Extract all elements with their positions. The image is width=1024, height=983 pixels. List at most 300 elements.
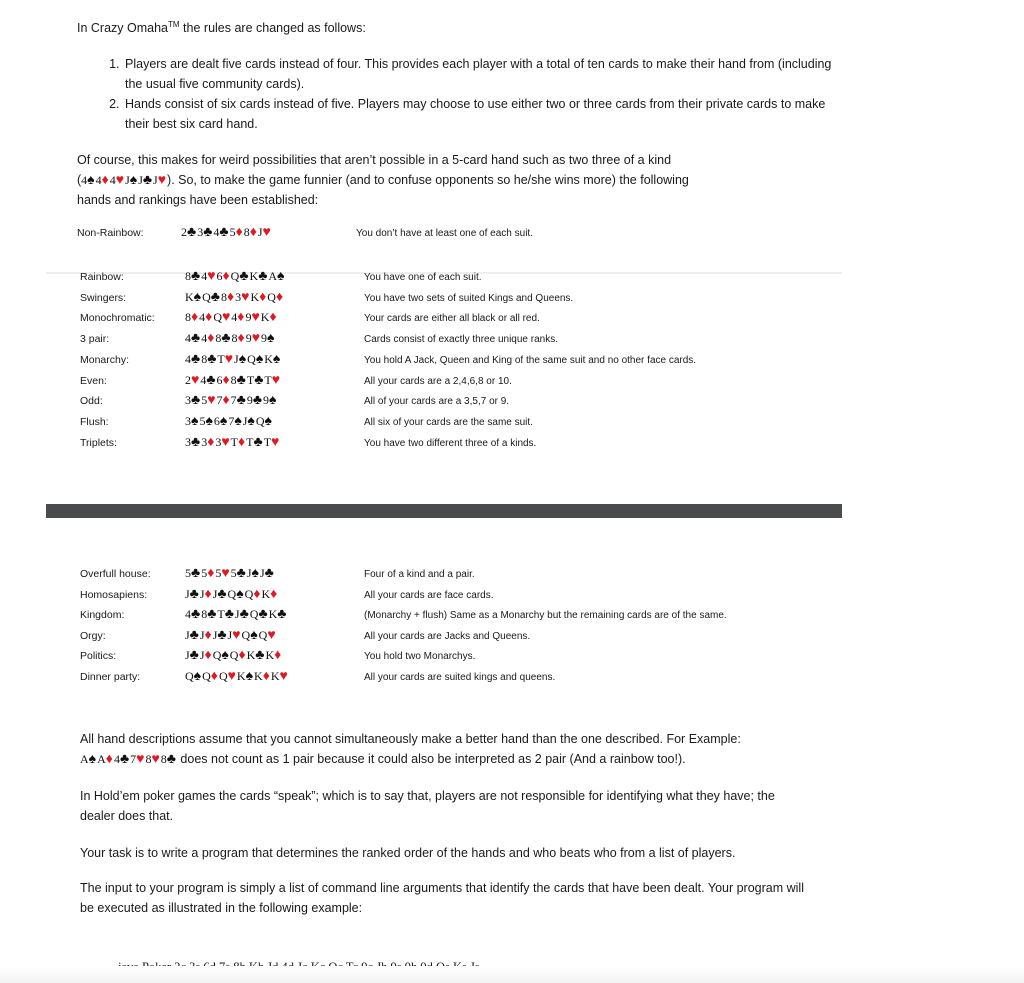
card-rank: 5 — [230, 566, 237, 580]
card-rank: J — [185, 648, 190, 663]
card-rank: K — [270, 669, 280, 683]
heart-icon: ♥ — [151, 752, 160, 767]
club-icon: ♣ — [236, 372, 246, 388]
card-rank: 3 — [235, 289, 242, 304]
card-rank: J — [185, 627, 190, 642]
card-rank: J — [259, 566, 265, 580]
card-rank: 6 — [213, 413, 220, 428]
diamond-icon: ♦ — [259, 289, 267, 305]
hand-description: All your cards are face cards. — [364, 589, 494, 601]
diamond-icon: ♦ — [222, 269, 230, 284]
club-icon: ♣ — [119, 752, 130, 767]
card-rank: Q — [229, 648, 239, 663]
card — [185, 331, 200, 347]
heart-icon: ♥ — [221, 434, 230, 450]
club-icon: ♣ — [191, 269, 201, 284]
heart-icon: ♥ — [221, 566, 230, 581]
card-rank: 3 — [201, 434, 208, 449]
hand-name: Rainbow: — [80, 271, 124, 283]
card-rank: 7 — [230, 393, 237, 408]
card-rank: Q — [185, 669, 194, 683]
card — [217, 607, 234, 623]
holdem-paragraph: In Hold’em poker games the cards “speak”; which is to say that, players are not responsible for identifying what they have; the dealer does that. — [80, 789, 775, 823]
spade-icon: ♠ — [267, 331, 275, 347]
card-rank: K — [268, 607, 278, 622]
of-course-line2: (4♠4♦4♥J♠J♣J♥). So, to make the game funnier (and to confuse opponents so he/she wins more) the following — [77, 170, 689, 191]
hand-name: Monochromatic: — [80, 312, 155, 325]
club-icon: ♣ — [254, 372, 264, 388]
card-rank: K — [261, 586, 271, 601]
card-rank: Q — [218, 669, 228, 683]
card — [231, 373, 246, 389]
card-rank: 4 — [231, 310, 238, 325]
club-icon: ♣ — [236, 393, 246, 409]
card — [247, 393, 262, 409]
card — [213, 628, 227, 644]
card — [110, 170, 124, 191]
heart-icon: ♥ — [227, 669, 236, 684]
assume-line1: All hand descriptions assume that you cannot simultaneously make a better hand than the one described. For Example: — [80, 732, 741, 746]
card-rank: 8 — [201, 607, 208, 622]
card — [269, 607, 287, 623]
card-rank: J — [185, 586, 190, 601]
card — [200, 373, 215, 389]
hand-name: Orgy: — [80, 629, 106, 642]
card — [202, 669, 218, 685]
heart-icon: ♥ — [241, 289, 250, 305]
card — [231, 435, 246, 451]
card-rank: K — [265, 648, 275, 663]
card — [185, 435, 200, 451]
card — [201, 435, 214, 451]
card-rank: 7 — [216, 393, 223, 408]
card — [244, 225, 257, 241]
club-icon: ♣ — [189, 627, 199, 643]
card — [228, 628, 241, 644]
card-rank: 8 — [185, 269, 191, 283]
card-rank: 8 — [160, 752, 167, 766]
card-rank: J — [199, 586, 205, 601]
heart-icon: ♥ — [221, 310, 231, 326]
card-rank: T — [263, 434, 272, 449]
card — [201, 607, 216, 623]
intro-text: In Crazy Omaha — [77, 21, 169, 35]
hand-cards — [185, 587, 278, 603]
club-icon: ♣ — [217, 627, 227, 643]
card — [264, 373, 280, 389]
club-icon: ♣ — [191, 434, 201, 450]
card-rank: Q — [202, 669, 211, 683]
hand-description: All of your cards are a 3,5,7 or 9. — [364, 396, 510, 408]
card-rank: 8 — [185, 310, 191, 325]
card — [181, 225, 196, 241]
club-icon: ♣ — [191, 351, 201, 367]
hand-cards — [185, 566, 275, 582]
card — [185, 566, 200, 582]
card-rank: T — [230, 434, 238, 449]
spade-icon: ♠ — [236, 586, 244, 602]
card — [230, 648, 246, 664]
card-rank: 4 — [185, 351, 191, 366]
diamond-icon: ♦ — [235, 225, 243, 240]
card — [232, 331, 245, 347]
hand-cards — [185, 414, 273, 430]
spade-icon: ♠ — [264, 413, 272, 429]
card-rank: 4 — [95, 173, 102, 187]
card-rank: Q — [212, 648, 222, 663]
hand-cards — [185, 290, 284, 306]
hand-name: Odd: — [80, 395, 103, 408]
card-rank: K — [250, 289, 260, 304]
hand-cards — [181, 225, 272, 241]
card-rank: K — [260, 310, 270, 325]
diamond-icon: ♦ — [275, 289, 284, 305]
card-rank: 6 — [216, 269, 223, 283]
card-rank: Q — [202, 289, 211, 304]
card — [231, 393, 246, 409]
assume-after: does not count as 1 pair because it could also be interpreted as 2 pair (And a rainbow too!). — [176, 752, 686, 766]
club-icon: ♣ — [277, 607, 287, 623]
diamond-icon: ♦ — [191, 310, 199, 326]
spade-icon: ♠ — [250, 627, 258, 643]
card — [200, 648, 212, 664]
card — [185, 669, 201, 685]
card — [185, 393, 200, 409]
diamond-icon: ♦ — [204, 648, 212, 664]
card — [254, 669, 270, 685]
card-rank: 3 — [197, 225, 204, 239]
card — [246, 435, 263, 451]
club-icon: ♣ — [189, 586, 199, 602]
hand-name: Triplets: — [80, 436, 117, 449]
spade-icon: ♠ — [247, 413, 255, 429]
card-rank: T — [264, 372, 272, 387]
diamond-icon: ♦ — [204, 586, 212, 602]
card — [199, 414, 212, 430]
card — [217, 393, 230, 409]
club-icon: ♣ — [191, 393, 201, 409]
card — [271, 669, 288, 685]
diamond-icon: ♦ — [204, 627, 212, 643]
club-icon: ♣ — [217, 586, 227, 602]
card — [215, 566, 229, 582]
hand-name: Overfull house: — [80, 568, 151, 580]
card — [231, 566, 246, 582]
card-rank: 4 — [81, 173, 88, 187]
card-rank: J — [125, 173, 130, 187]
diamond-icon: ♦ — [253, 586, 261, 602]
hand-cards — [185, 393, 277, 409]
hand-description: All your cards are a 2,4,6,8 or 10. — [364, 375, 512, 387]
card-rank: T — [217, 351, 225, 366]
card — [214, 414, 227, 430]
hand-cards — [185, 352, 281, 368]
hand-cards — [185, 628, 277, 644]
hand-description: You have two sets of suited Kings and Queens. — [364, 292, 574, 304]
card — [258, 225, 271, 241]
club-icon: ♣ — [142, 173, 153, 188]
card — [201, 269, 215, 285]
hand-description: You hold two Monarchys. — [364, 651, 476, 663]
card — [265, 648, 281, 664]
card — [231, 310, 244, 326]
club-icon: ♣ — [210, 289, 220, 305]
hand-cards — [185, 669, 289, 685]
heart-icon: ♥ — [157, 173, 167, 188]
card-rank: J — [234, 607, 240, 622]
card — [197, 225, 212, 241]
card — [130, 749, 144, 770]
card-rank: K — [249, 269, 259, 283]
diamond-icon: ♦ — [274, 648, 282, 664]
card — [221, 290, 234, 306]
card-rank: Q — [241, 627, 251, 642]
card-rank: A — [97, 752, 106, 766]
card — [247, 648, 265, 664]
card — [245, 587, 261, 603]
heart-icon: ♥ — [207, 393, 216, 409]
spade-icon: ♠ — [193, 289, 202, 305]
spade-icon: ♠ — [193, 669, 202, 684]
example-hand — [81, 173, 167, 187]
card-rank: 3 — [185, 434, 191, 449]
club-icon: ♣ — [252, 393, 263, 409]
card — [185, 352, 200, 368]
card-rank: Q — [258, 627, 268, 642]
card-rank: K — [246, 648, 256, 663]
card-rank: 5 — [185, 566, 191, 580]
club-icon: ♣ — [166, 752, 176, 767]
card-rank: 7 — [130, 752, 137, 766]
club-icon: ♣ — [207, 607, 217, 623]
card — [267, 290, 283, 306]
diamond-icon: ♦ — [222, 393, 230, 409]
spade-icon: ♠ — [87, 173, 95, 188]
diamond-icon: ♦ — [269, 310, 277, 326]
card-rank: 4 — [200, 372, 207, 387]
club-icon: ♣ — [253, 434, 263, 450]
diamond-icon: ♦ — [207, 566, 215, 581]
card — [219, 669, 236, 685]
card — [213, 310, 230, 326]
spade-icon: ♠ — [129, 173, 138, 188]
hand-cards — [185, 648, 282, 664]
hand-cards — [185, 269, 285, 285]
heart-icon: ♥ — [191, 372, 200, 388]
card-rank: Q — [247, 351, 256, 366]
diamond-icon: ♦ — [237, 310, 245, 326]
hand-name: Non-Rainbow: — [77, 227, 144, 239]
club-icon: ♣ — [191, 607, 201, 623]
card — [228, 587, 244, 603]
hand-cards — [185, 607, 287, 623]
card — [217, 352, 233, 368]
card-rank: 8 — [215, 331, 222, 346]
card-rank: A — [268, 269, 278, 283]
spade-icon: ♠ — [234, 413, 242, 429]
card-rank: 5 — [201, 393, 208, 408]
hand-cards — [185, 331, 275, 347]
club-icon: ♣ — [221, 331, 231, 347]
card — [247, 373, 264, 389]
hand-name: Monarchy: — [80, 353, 130, 366]
club-icon: ♣ — [264, 566, 274, 581]
card — [247, 352, 263, 368]
diamond-icon: ♦ — [207, 331, 215, 347]
card-rank: 8 — [201, 351, 208, 366]
card — [185, 628, 199, 644]
card-rank: A — [80, 752, 89, 766]
heart-icon: ♥ — [115, 173, 125, 188]
card-rank: 8 — [243, 225, 250, 239]
card-rank: 3 — [215, 434, 222, 449]
diamond-icon: ♦ — [249, 225, 257, 240]
card — [234, 352, 246, 368]
spade-icon: ♠ — [191, 413, 199, 429]
intro-line — [77, 18, 366, 38]
card — [161, 749, 176, 770]
card — [235, 607, 249, 623]
hand-description: You hold A Jack, Queen and King of the same suit and no other face cards. — [364, 354, 697, 366]
card-rank: 2 — [181, 225, 187, 239]
rule-item: 1. Players are dealt five cards instead of four. This provides each player with a total of ten cards to make their hand from (including the usual five community cards). — [123, 54, 843, 94]
card — [250, 290, 266, 306]
card-rank: J — [242, 413, 248, 428]
club-icon: ♣ — [236, 566, 246, 581]
hand-description: Four of a kind and a pair. — [364, 569, 475, 580]
card-rank: 8 — [220, 289, 227, 304]
heart-icon: ♥ — [224, 351, 234, 367]
card-rank: J — [246, 566, 252, 580]
club-icon: ♣ — [258, 269, 268, 284]
card-rank: J — [153, 173, 158, 187]
rules-list — [77, 54, 843, 134]
club-icon: ♣ — [255, 648, 265, 664]
card-rank: J — [199, 648, 205, 663]
spade-icon: ♠ — [219, 413, 228, 429]
spade-icon: ♠ — [245, 669, 254, 684]
card — [153, 170, 166, 191]
heart-icon: ♥ — [251, 331, 260, 347]
card — [235, 290, 249, 306]
card — [185, 587, 199, 603]
card-rank: 4 — [109, 173, 116, 187]
card — [81, 170, 94, 191]
card-rank: J — [212, 627, 218, 642]
card — [213, 587, 227, 603]
card — [114, 749, 129, 770]
card — [97, 749, 113, 770]
card — [185, 607, 200, 623]
card — [247, 566, 259, 582]
hand-description: (Monarchy + flush) Same as a Monarchy but the remaining cards are of the same. — [364, 610, 727, 622]
card — [201, 566, 214, 582]
card-rank: K — [185, 289, 194, 304]
card-rank: K — [254, 669, 263, 683]
hand-name: 3 pair: — [80, 333, 110, 346]
card-rank: T — [246, 434, 254, 449]
card — [96, 170, 109, 191]
rule-item: 2. Hands consist of six cards instead of five. Players may choose to use either two or three cards from their private cards to make their best six card hand. — [123, 94, 843, 134]
card — [185, 373, 199, 389]
hand-name: Flush: — [80, 415, 109, 428]
card — [138, 170, 152, 191]
card-rank: Q — [227, 586, 237, 601]
diamond-icon: ♦ — [222, 372, 230, 388]
card-rank: 4 — [213, 225, 220, 239]
diamond-icon: ♦ — [210, 669, 218, 684]
card-rank: Q — [230, 269, 240, 283]
card-rank: 8 — [145, 752, 152, 766]
spade-icon: ♠ — [205, 413, 213, 429]
card-rank: 9 — [245, 331, 252, 346]
card-rank: 4 — [185, 331, 191, 346]
heart-icon: ♥ — [136, 752, 145, 767]
card-rank: J — [227, 627, 233, 642]
card-rank: 4 — [201, 269, 208, 283]
card-rank: T — [217, 607, 225, 622]
card — [145, 749, 159, 770]
heart-icon: ♥ — [279, 669, 288, 684]
hand-name: Kingdom: — [80, 609, 125, 622]
club-icon: ♣ — [203, 225, 213, 240]
assume-line2 — [80, 749, 686, 770]
card-rank: Q — [213, 310, 222, 325]
hand-name: Politics: — [80, 650, 117, 663]
diamond-icon: ♦ — [105, 752, 113, 767]
card-rank: T — [246, 372, 255, 387]
spade-icon: ♠ — [88, 752, 97, 767]
card — [215, 435, 229, 451]
intro-text-end: the rules are changed as follows: — [179, 21, 366, 35]
hand-description: You have two different three of a kinds. — [364, 437, 537, 449]
card-rank: 4 — [199, 310, 206, 325]
card — [213, 648, 229, 664]
card-rank: Q — [267, 289, 276, 304]
hand-description: You have one of each suit. — [364, 272, 482, 283]
card — [217, 373, 230, 389]
card-rank: 5 — [229, 225, 236, 239]
card-rank: J — [199, 627, 205, 642]
card — [242, 628, 258, 644]
card — [201, 331, 214, 347]
diamond-icon: ♦ — [237, 331, 245, 347]
card-rank: 3 — [185, 393, 191, 408]
card-rank: 7 — [228, 413, 235, 428]
of-course-line3: hands and rankings have been established: — [77, 193, 319, 207]
diamond-icon: ♦ — [226, 289, 235, 305]
club-icon: ♣ — [187, 225, 197, 240]
trademark: TM — [168, 19, 180, 29]
card — [264, 352, 280, 368]
page-separator-bar — [46, 504, 842, 518]
hand-description: All your cards are Jacks and Queens. — [364, 630, 531, 642]
card-rank: Q — [249, 607, 259, 622]
card-rank: 8 — [230, 372, 237, 387]
club-icon: ♣ — [206, 372, 216, 388]
card — [185, 290, 201, 306]
diamond-icon: ♦ — [238, 648, 246, 664]
diamond-icon: ♦ — [205, 310, 213, 326]
card — [200, 587, 212, 603]
card — [230, 225, 243, 241]
heart-icon: ♥ — [271, 372, 281, 388]
card — [263, 393, 276, 409]
card-rank: J — [138, 173, 143, 187]
diamond-icon: ♦ — [101, 173, 109, 188]
hand-cards — [185, 310, 278, 326]
diamond-icon: ♦ — [238, 434, 246, 450]
